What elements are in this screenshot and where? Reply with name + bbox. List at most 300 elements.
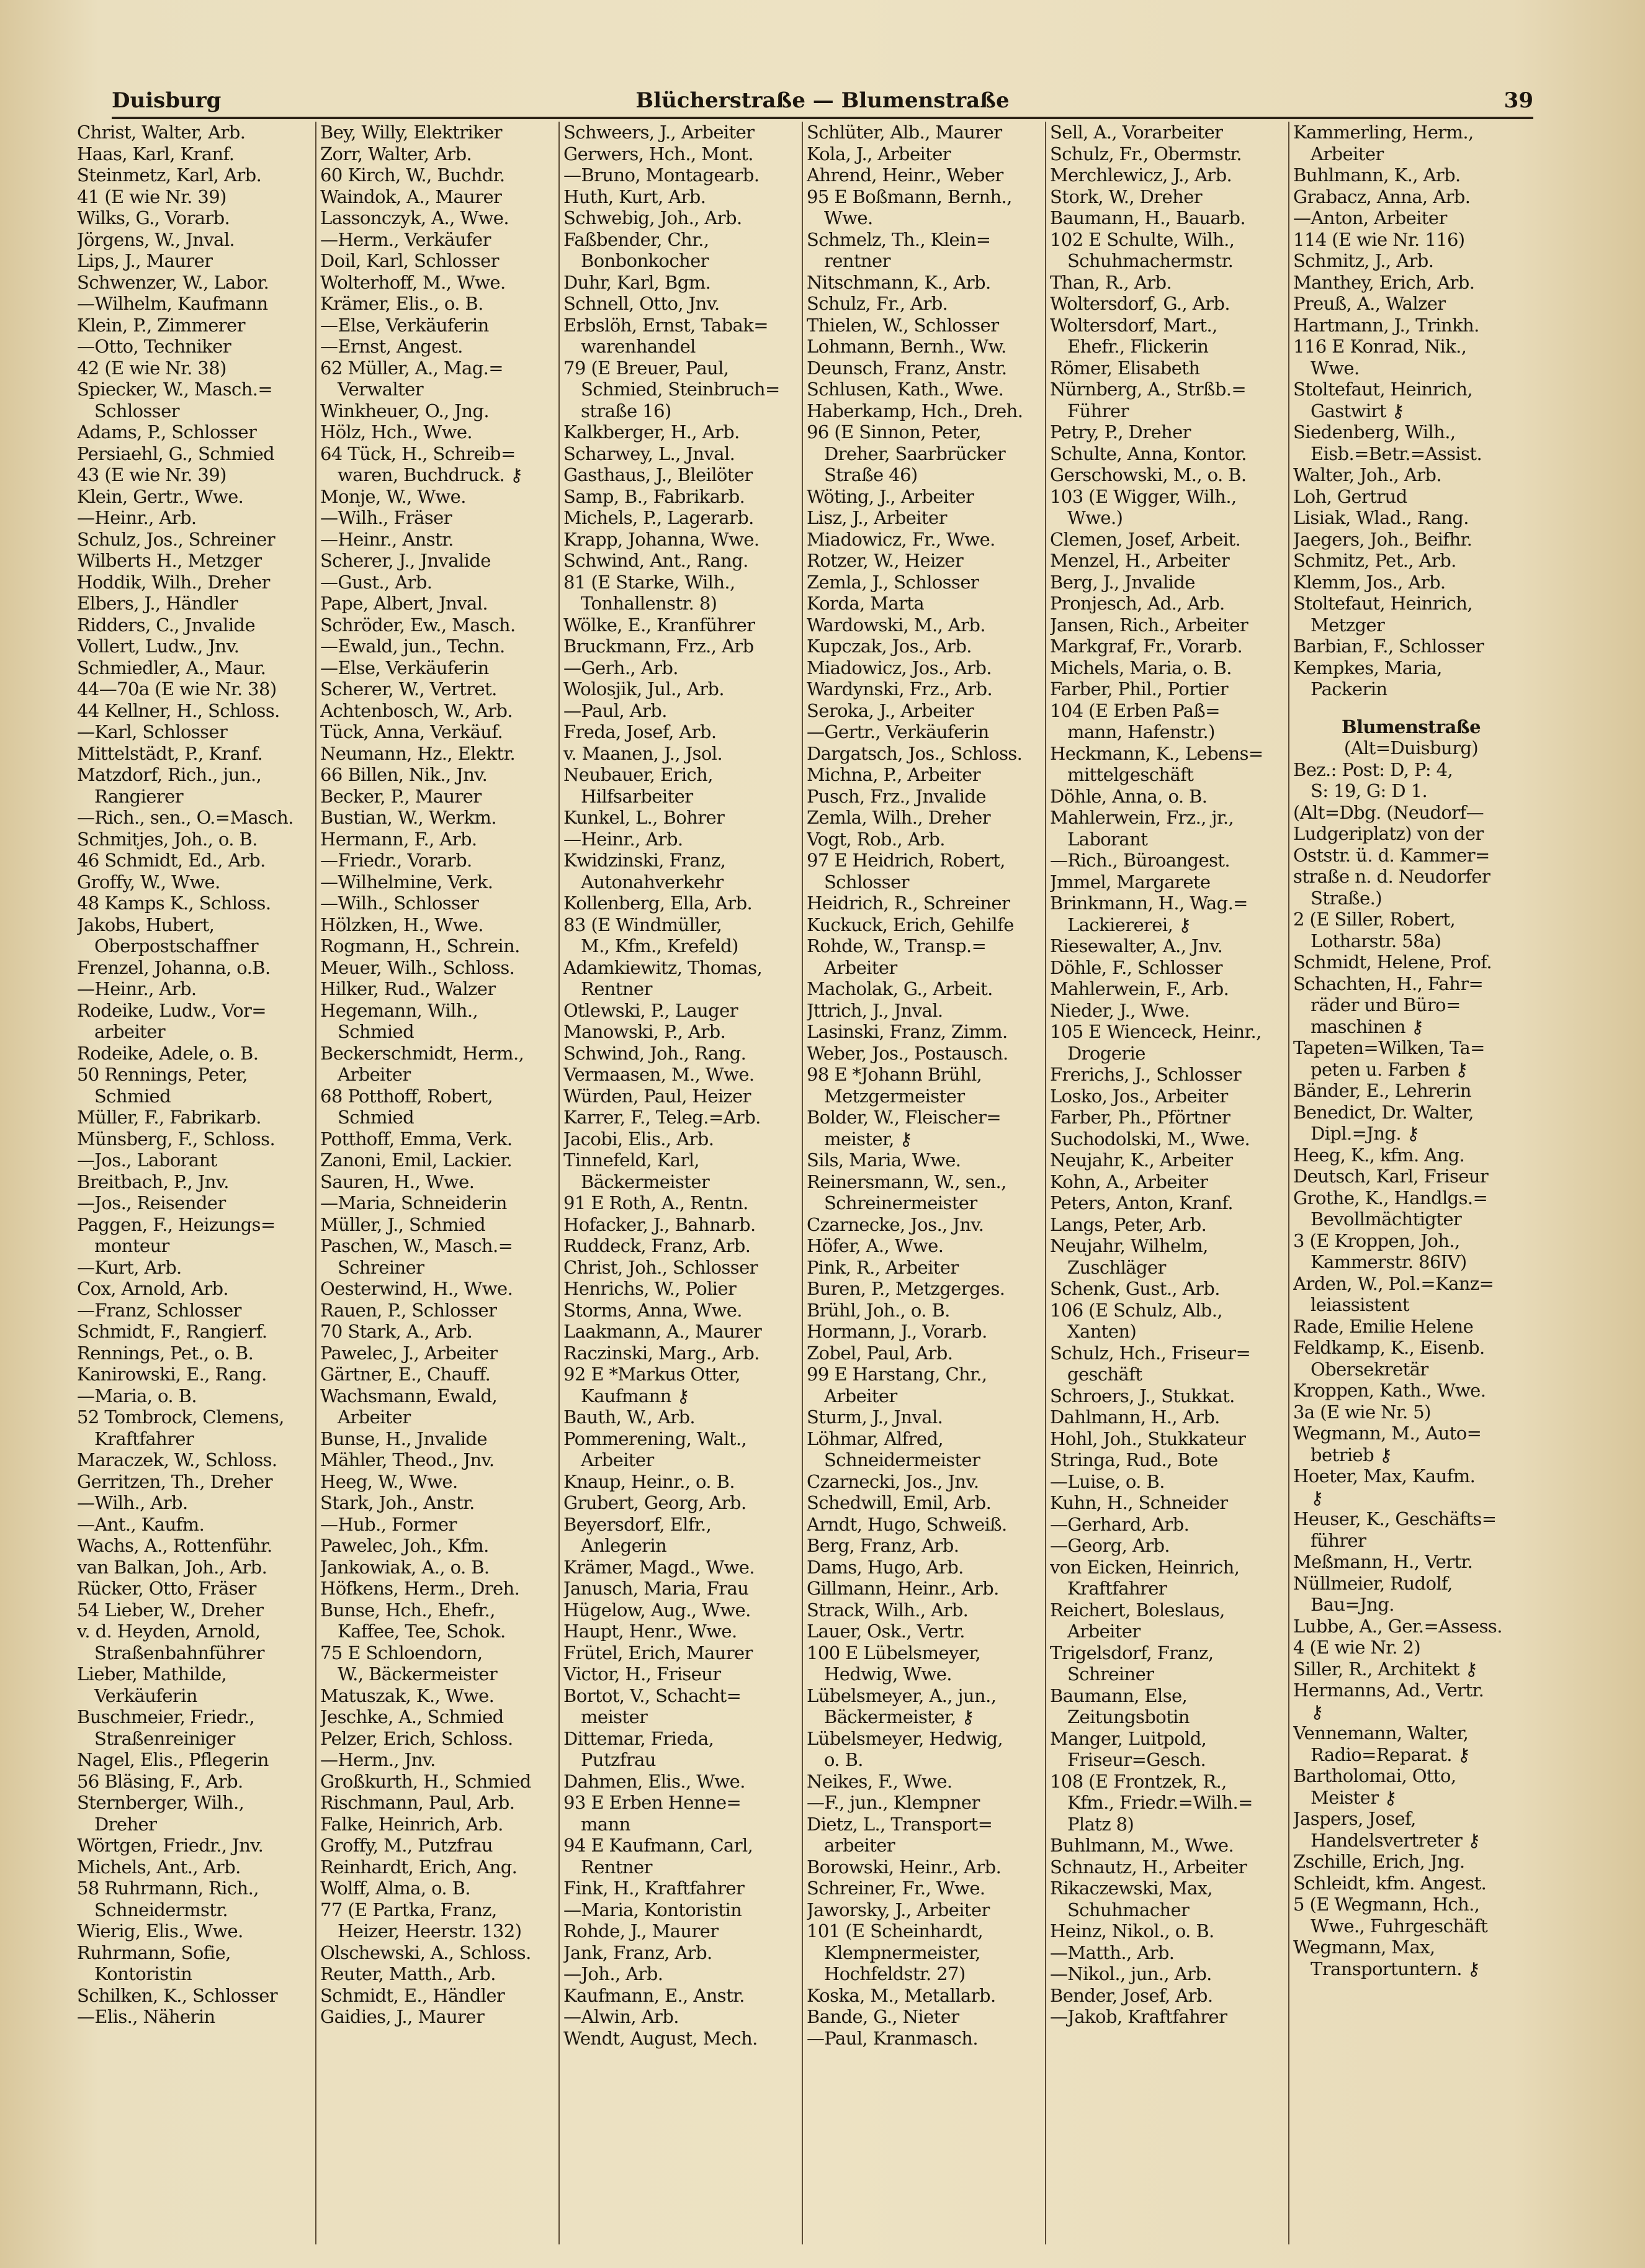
directory-entry: Borowski, Heinr., Arb. xyxy=(807,1856,1002,1878)
directory-entry: Zemla, Wilh., Dreher xyxy=(807,807,990,828)
directory-entry: betrieb ⚷ xyxy=(1311,1444,1392,1465)
directory-entry: Adamkiewitz, Thomas, xyxy=(563,956,763,978)
directory-entry: Schwind, Joh., Rang. xyxy=(563,1042,746,1064)
directory-entry: Wendt, August, Mech. xyxy=(563,2027,758,2049)
directory-entry: Elbers, J., Händler xyxy=(77,593,238,614)
directory-entry: S: 19, G: D 1. xyxy=(1311,780,1428,801)
directory-entry: Steinmetz, Karl, Arb. xyxy=(77,164,262,186)
directory-entry: Miadowicz, Jos., Arb. xyxy=(807,657,992,678)
directory-entry: Wilberts H., Metzger xyxy=(77,550,262,571)
directory-entry: Neujahr, Wilhelm, xyxy=(1050,1235,1208,1256)
directory-entry: Schröder, Ew., Masch. xyxy=(320,614,516,636)
directory-entry: Kollenberg, Ella, Arb. xyxy=(563,893,753,914)
directory-entry: Friseur=Gesch. xyxy=(1067,1749,1206,1770)
directory-entry: Buschmeier, Friedr., xyxy=(77,1706,255,1727)
directory-entry: Scherer, W., Vertret. xyxy=(320,678,497,700)
directory-entry: Zorr, Walter, Arb. xyxy=(320,143,472,164)
directory-entry: Bonbonkocher xyxy=(581,250,709,271)
directory-entry: Tinnefeld, Karl, xyxy=(563,1150,700,1171)
directory-entry: Hoeter, Max, Kaufm. xyxy=(1293,1465,1476,1487)
directory-entry: Christ, Walter, Arb. xyxy=(77,122,246,143)
directory-entry: Wegmann, M., Auto= xyxy=(1293,1423,1482,1444)
directory-entry: Heeg, K., kfm. Ang. xyxy=(1293,1144,1465,1166)
directory-entry: Loh, Gertrud xyxy=(1293,485,1407,507)
directory-entry: Lieber, Mathilde, xyxy=(77,1663,227,1685)
directory-entry: Bez.: Post: D, P: 4, xyxy=(1293,758,1453,780)
directory-entry: Schmiedler, A., Maur. xyxy=(77,657,266,678)
directory-entry: Suchodolski, M., Wwe. xyxy=(1050,1128,1250,1150)
directory-entry: Wilks, G., Vorarb. xyxy=(77,207,230,228)
directory-entry: Jörgens, W., Jnval. xyxy=(77,228,235,250)
directory-entry: —Georg, Arb. xyxy=(1050,1535,1170,1556)
directory-entry: 116 E Konrad, Nik., xyxy=(1293,336,1467,357)
directory-entry: Schreiner xyxy=(1067,1663,1154,1685)
directory-entry: Klemm, Jos., Arb. xyxy=(1293,571,1446,593)
directory-entry: Schulte, Anna, Kontor. xyxy=(1050,443,1247,464)
directory-entry: Than, R., Arb. xyxy=(1050,271,1172,293)
directory-entry: Kola, J., Arbeiter xyxy=(807,143,951,164)
directory-entry: Schmitz, Pet., Arb. xyxy=(1293,550,1456,571)
directory-entry: Schachten, H., Fahr= xyxy=(1293,973,1484,994)
directory-entry: Klein, Gertr., Wwe. xyxy=(77,485,244,507)
directory-entry: Erbslöh, Ernst, Tabak= xyxy=(563,314,768,336)
directory-entry: Bruckmann, Frz., Arb xyxy=(563,636,754,657)
directory-entry: Schmidt, Helene, Prof. xyxy=(1293,952,1492,973)
directory-entry: Rauen, P., Schlosser xyxy=(320,1299,497,1321)
directory-entry: Neubauer, Erich, xyxy=(563,764,713,785)
directory-entry: 83 (E Windmüller, xyxy=(563,914,722,935)
directory-entry: arbeiter xyxy=(94,1021,166,1042)
directory-entry: Miadowicz, Fr., Wwe. xyxy=(807,528,995,550)
header-city: Duisburg xyxy=(112,88,222,113)
directory-entry: 3 (E Kroppen, Joh., xyxy=(1293,1230,1460,1251)
directory-entry: Rogmann, H., Schrein. xyxy=(320,935,520,956)
directory-entry: Riesewalter, A., Jnv. xyxy=(1050,935,1223,956)
directory-entry: Münsberg, F., Schloss. xyxy=(77,1128,276,1150)
directory-entry: Hölz, Hch., Wwe. xyxy=(320,421,473,443)
directory-entry: Rentner xyxy=(581,978,652,999)
directory-entry: 92 E *Markus Otter, xyxy=(563,1364,740,1385)
directory-entry: —Anton, Arbeiter xyxy=(1293,207,1447,228)
directory-entry: —Jos., Reisender xyxy=(77,1192,226,1213)
directory-entry: —Wilh., Schlosser xyxy=(320,893,479,914)
directory-entry: —Karl, Schlosser xyxy=(77,721,228,742)
directory-entry: Manowski, P., Arb. xyxy=(563,1021,726,1042)
directory-entry: 44—70a (E wie Nr. 38) xyxy=(77,678,277,700)
directory-entry: Stark, Joh., Anstr. xyxy=(320,1492,475,1513)
directory-entry: 43 (E wie Nr. 39) xyxy=(77,464,226,485)
directory-entry: Kuckuck, Erich, Gehilfe xyxy=(807,914,1014,935)
directory-entry: Wwe. xyxy=(824,207,873,228)
directory-entry: Dahlmann, H., Arb. xyxy=(1050,1406,1220,1428)
directory-entry: Strack, Wilh., Arb. xyxy=(807,1599,969,1621)
directory-entry: —Joh., Arb. xyxy=(563,1963,663,1984)
column-3 xyxy=(560,122,803,2244)
directory-entry: Schwebig, Joh., Arb. xyxy=(563,207,742,228)
directory-entry: Jttrich, J., Jnval. xyxy=(807,999,943,1021)
directory-entry: Gerritzen, Th., Dreher xyxy=(77,1470,272,1492)
directory-entry: Höfer, A., Wwe. xyxy=(807,1235,944,1256)
directory-entry: Wolterhoff, M., Wwe. xyxy=(320,271,506,293)
directory-entry: Schilken, K., Schlosser xyxy=(77,1984,278,2006)
directory-entry: Lackiererei, ⚷ xyxy=(1067,914,1191,935)
directory-entry: Nitschmann, K., Arb. xyxy=(807,271,991,293)
directory-entry: Heidrich, R., Schreiner xyxy=(807,893,1010,914)
directory-entry: Jankowiak, A., o. B. xyxy=(320,1556,490,1578)
directory-entry: Mahlerwein, Frz., jr., xyxy=(1050,807,1234,828)
directory-entry: —Else, Verkäuferin xyxy=(320,657,489,678)
directory-entry: Reinhardt, Erich, Ang. xyxy=(320,1856,518,1878)
directory-entry: —Elis., Näherin xyxy=(77,2006,215,2027)
directory-entry: 2 (E Siller, Robert, xyxy=(1293,909,1456,930)
directory-entry: Kroppen, Kath., Wwe. xyxy=(1293,1380,1486,1401)
directory-entry: Lotharstr. 58a) xyxy=(1311,930,1441,952)
directory-entry: Dreher xyxy=(94,1813,157,1835)
directory-entry: führer xyxy=(1311,1529,1366,1551)
directory-entry: ⚷ xyxy=(1311,1487,1324,1508)
directory-entry: Metzgermeister xyxy=(824,1085,965,1107)
directory-entry: Kaufmann ⚷ xyxy=(581,1385,689,1406)
directory-entry: Heeg, W., Wwe. xyxy=(320,1470,458,1492)
directory-entry: Raczinski, Marg., Arb. xyxy=(563,1342,760,1364)
directory-entry: Doil, Karl, Schlosser xyxy=(320,250,499,271)
directory-entry: Schwenzer, W., Labor. xyxy=(77,271,269,293)
directory-entry: Paschen, W., Masch.= xyxy=(320,1235,513,1256)
directory-entry: Scharwey, L., Jnval. xyxy=(563,443,735,464)
directory-entry: Meister ⚷ xyxy=(1311,1786,1397,1808)
directory-entry: Straßenbahnführer xyxy=(94,1642,264,1663)
directory-entry: Gasthaus, J., Bleilöter xyxy=(563,464,753,485)
directory-entry: Potthoff, Emma, Verk. xyxy=(320,1128,513,1150)
directory-entry: Schulz, Jos., Schreiner xyxy=(77,528,276,550)
directory-entry: Schmied, Steinbruch= xyxy=(581,379,780,400)
directory-entry: Schuhmacher xyxy=(1067,1899,1190,1920)
directory-entry: Kunkel, L., Bohrer xyxy=(563,807,725,828)
directory-entry: Müller, J., Schmied xyxy=(320,1213,486,1235)
directory-entry: Wwe. xyxy=(1311,357,1360,379)
directory-entry: Dittemar, Frieda, xyxy=(563,1727,714,1749)
directory-entry: Cox, Arnold, Arb. xyxy=(77,1278,229,1299)
directory-entry: Wörtgen, Friedr., Jnv. xyxy=(77,1835,264,1856)
directory-entry: Rotzer, W., Heizer xyxy=(807,550,964,571)
directory-entry: —Gerhard, Arb. xyxy=(1050,1513,1190,1535)
directory-entry: Ahrend, Heinr., Weber xyxy=(807,164,1003,186)
directory-entry: Bauth, W., Arb. xyxy=(563,1406,696,1428)
directory-entry: Schedwill, Emil, Arb. xyxy=(807,1492,992,1513)
directory-entry: Lubbe, A., Ger.=Assess. xyxy=(1293,1615,1502,1637)
directory-entry: Rohde, J., Maurer xyxy=(563,1920,719,1942)
directory-entry: —Heinr., Anstr. xyxy=(320,528,454,550)
directory-entry: Meuer, Wilh., Schloss. xyxy=(320,956,515,978)
directory-entry: 70 Stark, A., Arb. xyxy=(320,1321,473,1342)
directory-entry: Lauer, Osk., Vertr. xyxy=(807,1621,965,1642)
directory-entry: —Rich., sen., O.=Masch. xyxy=(77,807,294,828)
directory-entry: Groffy, M., Putzfrau xyxy=(320,1835,493,1856)
directory-entry: Tonhallenstr. 8) xyxy=(581,593,717,614)
directory-entry: Berg, Franz, Arb. xyxy=(807,1535,959,1556)
directory-entry: 104 (E Erben Paß= xyxy=(1050,700,1220,721)
directory-entry: Lasinski, Franz, Zimm. xyxy=(807,1021,1008,1042)
directory-entry: Sturm, J., Jnval. xyxy=(807,1406,943,1428)
directory-entry: Lohmann, Bernh., Ww. xyxy=(807,336,1006,357)
directory-entry: —Wilh., Arb. xyxy=(77,1492,188,1513)
directory-entry: Wegmann, Max, xyxy=(1293,1937,1435,1958)
directory-entry: Pink, R., Arbeiter xyxy=(807,1256,959,1278)
directory-entry: —Maria, Kontoristin xyxy=(563,1899,742,1920)
page-header xyxy=(112,79,1533,119)
directory-entry: Nüllmeier, Rudolf, xyxy=(1293,1572,1453,1594)
directory-entry: —Ewald, jun., Techn. xyxy=(320,636,505,657)
directory-entry: Arbeiter xyxy=(824,956,897,978)
directory-entry: Kraftfahrer xyxy=(1067,1578,1167,1599)
directory-entry: Pommerening, Walt., xyxy=(563,1428,747,1449)
directory-entry: Kwidzinski, Franz, xyxy=(563,850,726,871)
directory-entry: Victor, H., Friseur xyxy=(563,1663,721,1685)
directory-entry: Manger, Luitpold, xyxy=(1050,1727,1207,1749)
directory-entry: Haas, Karl, Kranf. xyxy=(77,143,235,164)
directory-entry: Oesterwind, H., Wwe. xyxy=(320,1278,513,1299)
directory-entry: peten u. Farben ⚷ xyxy=(1311,1058,1468,1080)
directory-entry: Wardowski, M., Arb. xyxy=(807,614,985,636)
directory-entry: Falke, Heinrich, Arb. xyxy=(320,1813,503,1835)
directory-entry: —Paul, Arb. xyxy=(563,700,667,721)
directory-entry: Radio=Reparat. ⚷ xyxy=(1311,1744,1471,1765)
directory-entry: Mittelstädt, P., Kranf. xyxy=(77,742,263,764)
directory-entry: Rentner xyxy=(581,1856,652,1878)
directory-entry: Rücker, Otto, Fräser xyxy=(77,1578,256,1599)
directory-entry: Jank, Franz, Arb. xyxy=(563,1942,712,1963)
directory-entry: Bender, Josef, Arb. xyxy=(1050,1984,1213,2006)
directory-entry: 105 E Wienceck, Heinr., xyxy=(1050,1021,1262,1042)
directory-entry: Paggen, F., Heizungs= xyxy=(77,1213,276,1235)
directory-entry: Hermanns, Ad., Vertr. xyxy=(1293,1680,1484,1701)
directory-entry: —Gerh., Arb. xyxy=(563,657,678,678)
directory-entry: maschinen ⚷ xyxy=(1311,1015,1424,1037)
directory-entry: Bunse, Hch., Ehefr., xyxy=(320,1599,495,1621)
directory-entry: Arbeiter xyxy=(1311,143,1384,164)
directory-entry: Beyersdorf, Elfr., xyxy=(563,1513,712,1535)
directory-entry: Michels, Maria, o. B. xyxy=(1050,657,1232,678)
directory-entry: Pelzer, Erich, Schloss. xyxy=(320,1727,513,1749)
directory-entry: Stork, W., Dreher xyxy=(1050,186,1203,207)
directory-entry: 44 Kellner, H., Schloss. xyxy=(77,700,280,721)
directory-entry: Baumann, H., Bauarb. xyxy=(1050,207,1246,228)
directory-entry: Xanten) xyxy=(1067,1321,1137,1342)
directory-entry: 64 Tück, H., Schreib= xyxy=(320,443,516,464)
directory-entry: Waindok, A., Maurer xyxy=(320,186,502,207)
directory-entry: Rodeike, Ludw., Vor= xyxy=(77,999,266,1021)
directory-entry: 77 (E Partka, Franz, xyxy=(320,1899,497,1920)
directory-entry: 75 E Schloendorn, xyxy=(320,1642,483,1663)
directory-entry: meister xyxy=(581,1706,648,1727)
directory-entry: Achtenbosch, W., Arb. xyxy=(320,700,513,721)
directory-entry: Bustian, W., Werkm. xyxy=(320,807,496,828)
directory-entry: Rikaczewski, Max, xyxy=(1050,1878,1213,1899)
directory-entry: 41 (E wie Nr. 39) xyxy=(77,186,226,207)
directory-entry: monteur xyxy=(94,1235,169,1256)
directory-entry: Drogerie xyxy=(1067,1042,1145,1064)
directory-entry: Woltersdorf, Mart., xyxy=(1050,314,1217,336)
directory-entry: —Herm., Verkäufer xyxy=(320,228,491,250)
directory-entry: Kempkes, Maria, xyxy=(1293,657,1442,678)
directory-entry: Lübelsmeyer, A., jun., xyxy=(807,1685,997,1706)
directory-entry: Müller, F., Fabrikarb. xyxy=(77,1107,261,1128)
directory-entry: Bau=Jng. xyxy=(1311,1594,1394,1615)
directory-entry: Rodeike, Adele, o. B. xyxy=(77,1042,259,1064)
directory-entry: 50 Rennings, Peter, xyxy=(77,1064,248,1085)
directory-entry: Hohl, Joh., Stukkateur xyxy=(1050,1428,1246,1449)
directory-entry: Dreher, Saarbrücker xyxy=(824,443,1006,464)
directory-entry: Merchlewicz, J., Arb. xyxy=(1050,164,1232,186)
directory-entry: Arden, W., Pol.=Kanz= xyxy=(1293,1272,1494,1294)
directory-entry: 106 (E Schulz, Alb., xyxy=(1050,1299,1222,1321)
directory-entry: Wachsmann, Ewald, xyxy=(320,1385,498,1406)
directory-entry: Storms, Anna, Wwe. xyxy=(563,1299,742,1321)
directory-entry: Nagel, Elis., Pflegerin xyxy=(77,1749,269,1770)
directory-entry: Vermaasen, M., Wwe. xyxy=(563,1064,755,1085)
directory-entry: Bey, Willy, Elektriker xyxy=(320,122,502,143)
directory-entry: Beckerschmidt, Herm., xyxy=(320,1042,524,1064)
directory-entry: 93 E Erben Henne= xyxy=(563,1792,742,1813)
directory-entry: —Heinr., Arb. xyxy=(77,507,197,528)
directory-entry: 96 (E Sinnon, Peter, xyxy=(807,421,981,443)
directory-entry: 100 E Lübelsmeyer, xyxy=(807,1642,981,1663)
directory-entry: Tück, Anna, Verkäuf. xyxy=(320,721,503,742)
directory-entry: Bäckermeister, ⚷ xyxy=(824,1706,974,1727)
directory-entry: Jaspers, Josef, xyxy=(1293,1808,1416,1829)
directory-entry: v. Maanen, J., Jsol. xyxy=(563,742,723,764)
directory-entry: Haberkamp, Hch., Dreh. xyxy=(807,400,1023,421)
page-number: 39 xyxy=(1504,88,1533,113)
directory-entry: Gerschowski, M., o. B. xyxy=(1050,464,1247,485)
directory-entry: mittelgeschäft xyxy=(1067,764,1194,785)
directory-entry: Ruddeck, Franz, Arb. xyxy=(563,1235,751,1256)
directory-entry: —Kurt, Arb. xyxy=(77,1256,182,1278)
directory-entry: Reuter, Matth., Arb. xyxy=(320,1963,496,1984)
directory-entry: 68 Potthoff, Robert, xyxy=(320,1085,493,1107)
directory-entry: Petry, P., Dreher xyxy=(1050,421,1191,443)
directory-entry: Straße.) xyxy=(1311,887,1382,909)
directory-entry: Hormann, J., Vorarb. xyxy=(807,1321,987,1342)
directory-entry: Bäckermeister xyxy=(581,1171,710,1192)
directory-entry: Grubert, Georg, Arb. xyxy=(563,1492,746,1513)
directory-entry: Samp, B., Fabrikarb. xyxy=(563,485,745,507)
directory-entry: —Herm., Jnv. xyxy=(320,1749,436,1770)
directory-entry: Schleidt, kfm. Angest. xyxy=(1293,1872,1487,1894)
directory-entry: Czarnecke, Jos., Jnv. xyxy=(807,1213,984,1235)
directory-entry: Wachs, A., Rottenführ. xyxy=(77,1535,272,1556)
directory-entry: Platz 8) xyxy=(1067,1813,1134,1835)
directory-entry: o. B. xyxy=(824,1749,863,1770)
directory-entry: Schreinermeister xyxy=(824,1192,977,1213)
directory-entry: Dietz, L., Transport= xyxy=(807,1813,993,1835)
directory-entry: Kanirowski, E., Rang. xyxy=(77,1364,267,1385)
directory-entry: 5 (E Wegmann, Hch., xyxy=(1293,1894,1480,1915)
directory-entry: Bartholomai, Otto, xyxy=(1293,1765,1456,1786)
directory-entry: Langs, Peter, Arb. xyxy=(1050,1213,1207,1235)
directory-entry: Höfkens, Herm., Dreh. xyxy=(320,1578,520,1599)
column-5 xyxy=(1046,122,1289,2244)
directory-entry: Krämer, Elis., o. B. xyxy=(320,293,483,314)
directory-entry: Thielen, W., Schlosser xyxy=(807,314,999,336)
directory-entry: van Balkan, Joh., Arb. xyxy=(77,1556,267,1578)
directory-entry: —F., jun., Klempner xyxy=(807,1792,980,1813)
directory-entry: von Eicken, Heinrich, xyxy=(1050,1556,1240,1578)
directory-entry: Maraczek, W., Schloss. xyxy=(77,1449,277,1470)
directory-entry: Faßbender, Chr., xyxy=(563,228,709,250)
directory-entry: Rennings, Pet., o. B. xyxy=(77,1342,254,1364)
directory-entry: Metzger xyxy=(1311,614,1385,636)
directory-entry: Döhle, Anna, o. B. xyxy=(1050,785,1208,807)
directory-entry: Hügelow, Aug., Wwe. xyxy=(563,1599,751,1621)
directory-entry: Lisz, J., Arbeiter xyxy=(807,507,947,528)
directory-entry: 79 (E Breuer, Paul, xyxy=(563,357,729,379)
directory-entry: 98 E *Johann Brühl, xyxy=(807,1064,982,1085)
directory-entry: Mähler, Theod., Jnv. xyxy=(320,1449,495,1470)
directory-entry: Autonahverkehr xyxy=(581,871,724,893)
directory-entry: Heizer, Heerstr. 132) xyxy=(338,1920,522,1942)
directory-entry: Sternberger, Wilh., xyxy=(77,1792,244,1813)
directory-entry: Mahlerwein, F., Arb. xyxy=(1050,978,1229,999)
directory-entry: —Matth., Arb. xyxy=(1050,1942,1175,1963)
directory-entry: Stringa, Rud., Bote xyxy=(1050,1449,1218,1470)
directory-entry: Rade, Emilie Helene xyxy=(1293,1315,1474,1337)
directory-entry: Wardynski, Frz., Arb. xyxy=(807,678,993,700)
directory-entry: Weber, Jos., Postausch. xyxy=(807,1042,1008,1064)
directory-entry: Gaidies, J., Maurer xyxy=(320,2006,485,2027)
directory-entry: Hölzken, H., Wwe. xyxy=(320,914,483,935)
directory-entry: Schneidermeister xyxy=(824,1449,980,1470)
directory-entry: Kraftfahrer xyxy=(94,1428,194,1449)
directory-entry: Schroers, J., Stukkat. xyxy=(1050,1385,1235,1406)
directory-entry: Schlüter, Alb., Maurer xyxy=(807,122,1002,143)
directory-entry: —Wilhelm, Kaufmann xyxy=(77,293,268,314)
directory-entry: (Alt=Duisburg) xyxy=(1343,737,1479,758)
directory-entry: Lassonczyk, A., Wwe. xyxy=(320,207,509,228)
directory-entry: Heinz, Nikol., o. B. xyxy=(1050,1920,1214,1942)
directory-entry: Menzel, H., Arbeiter xyxy=(1050,550,1230,571)
directory-entry: Wierig, Elis., Wwe. xyxy=(77,1920,243,1942)
directory-entry: —Friedr., Vorarb. xyxy=(320,850,472,871)
directory-entry: Heuser, K., Geschäfts= xyxy=(1293,1508,1497,1529)
directory-entry: Tapeten=Wilken, Ta= xyxy=(1293,1037,1485,1058)
directory-entry: —Ernst, Angest. xyxy=(320,336,463,357)
directory-entry: Klein, P., Zimmerer xyxy=(77,314,245,336)
directory-entry: —Bruno, Montagearb. xyxy=(563,164,760,186)
directory-entry: Sauren, H., Wwe. xyxy=(320,1171,475,1192)
directory-entry: Benedict, Dr. Walter, xyxy=(1293,1101,1474,1123)
directory-entry: Zschille, Erich, Jng. xyxy=(1293,1851,1465,1872)
directory-entry: Gastwirt ⚷ xyxy=(1311,400,1405,421)
directory-entry: Buhlmann, K., Arb. xyxy=(1293,164,1461,186)
directory-entry: W., Bäckermeister xyxy=(338,1663,498,1685)
directory-entry: Hilfsarbeiter xyxy=(581,785,693,807)
directory-entry: Bunse, H., Jnvalide xyxy=(320,1428,487,1449)
directory-entry: Sils, Maria, Wwe. xyxy=(807,1150,961,1171)
directory-entry: 48 Kamps K., Schloss. xyxy=(77,893,271,914)
directory-entry: Schmidt, E., Händler xyxy=(320,1984,505,2006)
directory-entry: Jmmel, Margarete xyxy=(1050,871,1211,893)
directory-entry: Michels, Ant., Arb. xyxy=(77,1856,241,1878)
directory-entry: Hochfeldstr. 27) xyxy=(824,1963,966,1984)
directory-entry: Bevollmächtigter xyxy=(1311,1208,1462,1230)
directory-entry: 102 E Schulte, Wilh., xyxy=(1050,228,1235,250)
directory-entry: —Maria, Schneiderin xyxy=(320,1192,507,1213)
directory-entry: Schuhmachermstr. xyxy=(1067,250,1234,271)
directory-entry: —Heinr., Arb. xyxy=(77,978,197,999)
directory-entry: Eisb.=Betr.=Assist. xyxy=(1311,443,1482,464)
directory-entry: Pawelec, J., Arbeiter xyxy=(320,1342,498,1364)
